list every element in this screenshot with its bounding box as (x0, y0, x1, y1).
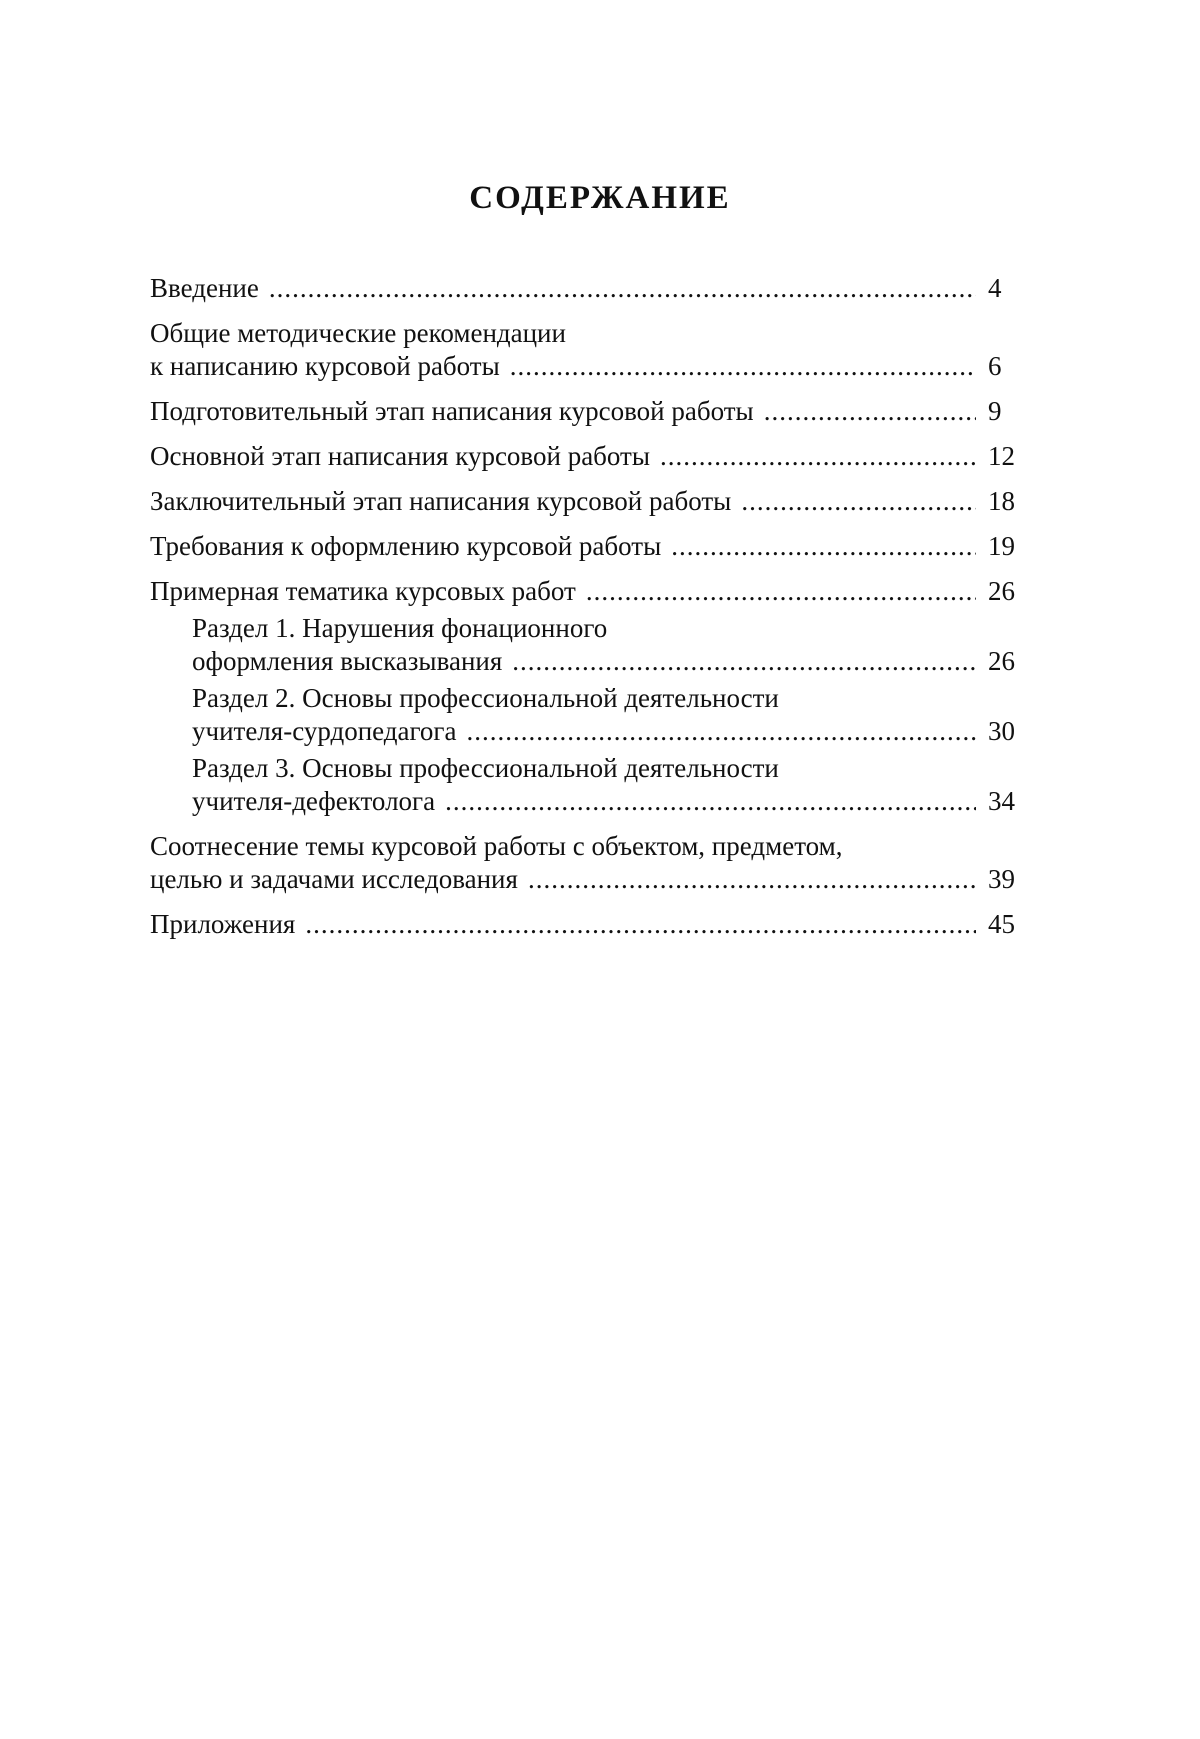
toc-entry-label: Примерная тематика курсовых работ (150, 576, 576, 606)
toc-entry-label: Соотнесение темы курсовой работы с объектом, предметом, (150, 831, 843, 861)
dot-leader (764, 395, 976, 428)
dot-leader (671, 530, 976, 563)
toc-page-number: 18 (988, 486, 1015, 516)
toc-entry-general-recommendations (150, 317, 1030, 383)
toc-entry-label: Раздел 1. Нарушения фонационного (192, 613, 608, 643)
toc-entry-label: учителя-дефектолога (192, 786, 436, 816)
toc-entry-main-stage (150, 440, 1030, 473)
toc-entry-label: Требования к оформлению курсовой работы (150, 531, 662, 561)
dot-leader (528, 863, 976, 896)
dot-leader (305, 908, 976, 941)
toc-entry-sample-topics (150, 575, 1030, 608)
toc-page-number: 34 (988, 786, 1015, 816)
toc-entry-formatting-requirements (150, 530, 1030, 563)
toc-entry-section-2 (150, 682, 1030, 748)
toc-entry-preparatory-stage (150, 395, 1030, 428)
toc-entry-label: Раздел 3. Основы профессиональной деятельности (192, 753, 779, 783)
dot-leader (445, 785, 976, 818)
dot-leader (660, 440, 976, 473)
toc-entry-label: Раздел 2. Основы профессиональной деятельности (192, 683, 779, 713)
toc-entry-label: целью и задачами исследования (150, 864, 518, 894)
toc-entry-label: Подготовительный этап написания курсовой работы (150, 396, 754, 426)
toc-page-number: 19 (988, 531, 1015, 561)
toc-page-number: 26 (988, 576, 1015, 606)
toc-entry-section-3 (150, 752, 1030, 818)
toc-page-number: 39 (988, 864, 1015, 894)
dot-leader (510, 350, 976, 383)
toc-entry-label: Введение (150, 273, 259, 303)
toc-entry-label: к написанию курсовой работы (150, 351, 500, 381)
toc-entry-label: оформления высказывания (192, 646, 503, 676)
toc-entry-introduction (150, 272, 1030, 305)
toc-entry-final-stage (150, 485, 1030, 518)
toc-page-number: 30 (988, 716, 1015, 746)
toc-page-number: 6 (988, 351, 1002, 381)
toc-entry-topic-correlation (150, 830, 1030, 896)
toc-entry-label: Заключительный этап написания курсовой работы (150, 486, 732, 516)
dot-leader (586, 575, 976, 608)
dot-leader (741, 485, 976, 518)
toc-title: СОДЕРЖАНИЕ (469, 180, 731, 216)
toc-page-number: 4 (988, 273, 1002, 303)
toc-page-number: 9 (988, 396, 1002, 426)
toc-entry-label: Приложения (150, 909, 296, 939)
dot-leader (466, 715, 976, 748)
toc-entry-appendices (150, 908, 1030, 941)
toc-page-number: 12 (988, 441, 1015, 471)
dot-leader (269, 272, 976, 305)
toc-page-number: 45 (988, 909, 1015, 939)
dot-leader (512, 645, 976, 678)
toc-entry-label: Основной этап написания курсовой работы (150, 441, 651, 471)
toc-entry-label: Общие методические рекомендации (150, 318, 566, 348)
toc-page-number: 26 (988, 646, 1015, 676)
toc-entry-label: учителя-сурдопедагога (192, 716, 457, 746)
toc-entry-section-1 (150, 612, 1030, 678)
table-of-contents (150, 272, 1030, 953)
